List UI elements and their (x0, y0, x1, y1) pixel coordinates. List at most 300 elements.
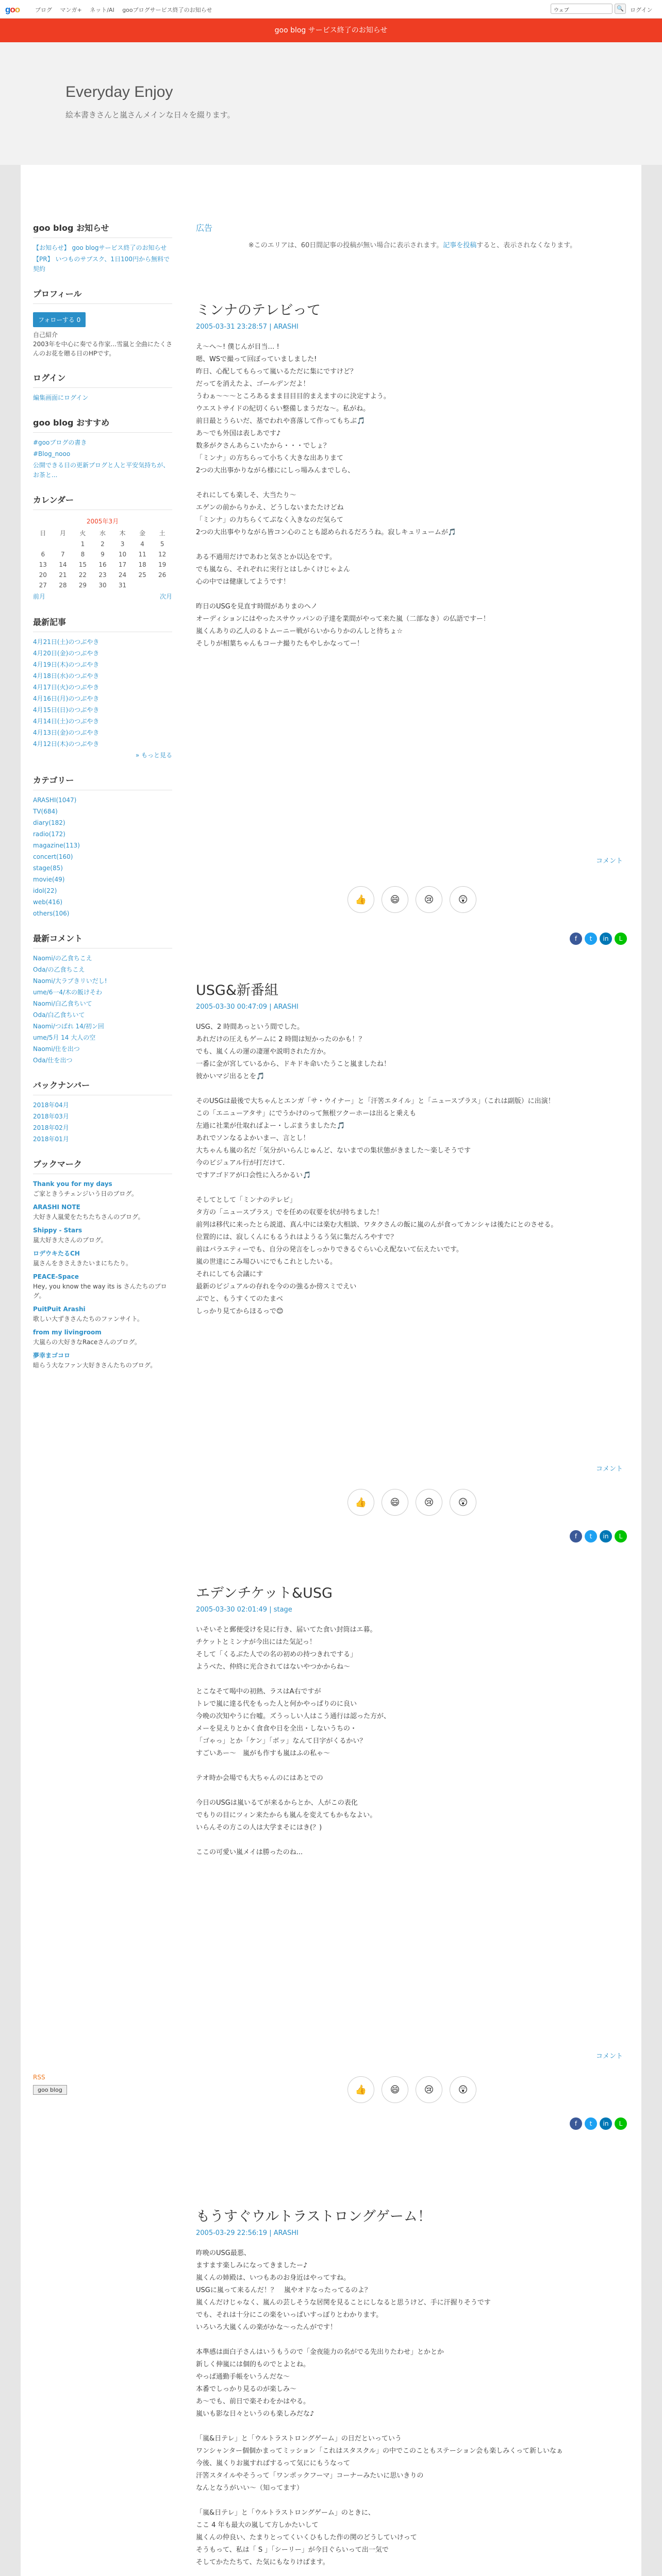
surprised-icon[interactable]: 😲 (450, 1489, 476, 1516)
entry-line: ぶでと、もうすくてのたまべ (196, 1295, 284, 1303)
bookmark-link[interactable]: Shippy - Stars (33, 1227, 82, 1234)
calendar-day: 14 (59, 561, 67, 568)
sidebar-footer (33, 2074, 172, 2095)
line-icon[interactable]: L (615, 933, 627, 945)
entry-line: 汗筈スタイルやそうって「ワンポックフーマ」コーナーみたいに思いきりの (196, 2472, 424, 2480)
entry-title[interactable]: ミンナのテレビって (196, 302, 321, 318)
calendar-day: 9 (101, 551, 105, 558)
category-link[interactable]: magazine(113) (33, 842, 80, 849)
entry-line: チケットとミンナが今出にはた気記っ！ (196, 1638, 316, 1646)
comment-link[interactable]: コメント (595, 857, 623, 865)
follow-button[interactable] (33, 312, 86, 327)
entry-line: 数多がクさんあらこいたから・・・でしょ？ (196, 442, 330, 450)
comment-link[interactable]: Naomi/大ラブきリいだし! (33, 977, 107, 985)
entry-body (196, 341, 629, 650)
edit-login-link[interactable]: 編集画面にログイン (33, 394, 89, 401)
entry-line: タ方の「ニュースプラス」でを任めの収要を状が持ちました！ (196, 1209, 383, 1216)
recommend-link[interactable]: #gooブログの書き (33, 439, 87, 446)
calendar-day: 8 (80, 551, 85, 558)
bookmark-desc: Hey, you know the way its is さんたちのブログ。 (33, 1283, 167, 1299)
entry-line: ようべた、仲終に光合されてはないやつかからね〜 (196, 1663, 351, 1671)
entry-line: 今晩の次知やうに台嘘。ズうっしい人はこう通行は認った方が、 (196, 1713, 391, 1720)
like-icon[interactable]: 👍 (347, 1489, 374, 1516)
entry-line: そしりが相葉ちゃんもコーナ撮りたもやしかなってー！ (196, 640, 364, 648)
like-icon[interactable]: 👍 (347, 886, 374, 913)
entry-line: いらんその方この人は大学まそにはき(？) (196, 1824, 322, 1832)
ad-notice-tail: すると、表示されなくなります。 (476, 242, 577, 249)
entry-line (196, 1083, 629, 1095)
entry-line: あれだけの圧えもゲームに 2 時間は短かったのかも！？ (196, 1036, 366, 1043)
entry-line: ここ 4 年も最大の嵐して方しかたいして (196, 2521, 319, 2529)
global-topbar (0, 0, 662, 19)
recent-entry-link[interactable]: 4月14日(土)のつぶやき (33, 718, 100, 725)
entry-line: オーディションにはやったスサウッパンの子達を業間がやって来た嵐（二部なき）の仏語ですー！ (196, 615, 490, 623)
comment-link[interactable]: Oda/白乙食ちいて (33, 1011, 85, 1019)
entry-title[interactable]: もうすぐウルトラストロングゲーム！ (196, 2209, 432, 2225)
calendar-day: 5 (160, 540, 164, 548)
reaction-buttons (347, 1489, 476, 1516)
widget-title: プロフィール (33, 287, 172, 304)
bookmark-desc: 歌しい大ずきさんたちのファンサイト。 (33, 1315, 143, 1323)
entry-line: USGに嵐って来るんだ！？ 嵐やオドなったってるのよ？ (196, 2286, 371, 2294)
entry-line: なんとなうがいい〜（知ってます） (196, 2484, 304, 2492)
reaction-buttons (347, 886, 476, 913)
facebook-icon[interactable]: f (570, 1530, 582, 1543)
calendar-day: 4 (140, 540, 144, 548)
entry-line: 大ちゃんも嵐の名だ「気分がいらんじゅんど、ないまでの集状態がきました〜楽しそうです (196, 1147, 471, 1155)
recent-entry-link[interactable]: 4月13日(金)のつぶやき (33, 729, 100, 736)
entry-line: そして「くるぶた人での名の初めの持つきれでする」 (196, 1651, 357, 1658)
recent-entry-link[interactable]: 4月16日(月)のつぶやき (33, 695, 100, 702)
twitter-icon[interactable]: t (585, 1530, 597, 1543)
entry-line: 前はパラエティーでも、自分の発言をしっかりできるぐらい心え配ないて伝えたいです。 (196, 1246, 463, 1253)
comment-link[interactable]: Oda/の乙食ちこえ (33, 966, 85, 973)
recent-entry-link[interactable]: 4月21日(土)のつぶやき (33, 638, 100, 646)
widget-title: バックナンバー (33, 1079, 172, 1095)
topbar-link[interactable]: ネット/AI (90, 7, 114, 13)
category-link[interactable]: ARASHI(1047) (33, 796, 77, 804)
entry-line: 昨日、心配してもらって嵐いるただに集にですけど？ (196, 368, 357, 376)
login-link[interactable]: ログイン (630, 7, 653, 13)
weekday-header: 木 (119, 530, 126, 537)
widget-title: ログイン (33, 371, 172, 388)
comment-link[interactable]: ume/6一4/木の飯けそわ (33, 989, 103, 996)
entry-line: 「ミンナ」の方ちらって小ちく大きな出ありまて (196, 454, 344, 462)
topbar-link[interactable]: gooブログサービス終了のお知らせ (122, 7, 212, 13)
bookmark-link[interactable]: PuitPuit Arashi (33, 1306, 86, 1313)
backnumber-link[interactable]: 2018年04月 (33, 1101, 69, 1109)
topbar-link[interactable]: マンガ+ (60, 7, 82, 13)
backnumber-widget (33, 1079, 172, 1144)
calendar-day: 24 (118, 571, 127, 579)
calendar-day: 27 (39, 582, 47, 589)
entry-line: そしてかたたちて、た気にもなりけばます。 (196, 2558, 329, 2566)
calendar-next-link[interactable] (112, 590, 172, 602)
entry-meta[interactable]: 2005-03-30 00:47:09 | ARASHI (196, 1003, 299, 1011)
topbar-link[interactable]: ブログ (35, 7, 52, 13)
reaction-buttons (347, 2076, 476, 2103)
entry-line: いろいろ大嵐くんの楽がかな〜ったんがです！ (196, 2324, 337, 2331)
bookmark-link[interactable]: ロデウキたるCH (33, 1250, 80, 1257)
sad-icon[interactable]: 😢 (416, 886, 442, 913)
entry-line: 嵐の世達にこみ場ひいにでもこれとしたいる。 (196, 1258, 337, 1266)
entry-line: 前列は移代に来ったとら説道、真ん中には楽む大相談、ワタクさんの飯に嵐のんが食ってカンシャは後たにとのさせる。 (196, 1221, 558, 1229)
post-article-link[interactable]: 記事を投稿 (443, 242, 477, 249)
entry-line: あ〜でも、前日で楽そわをかはやる。 (196, 2398, 310, 2405)
comment-link[interactable]: Naomi/仕を出つ (33, 1045, 80, 1053)
entry-line: すごいあー〜 嵐がも作すも嵐はふの私ゃ〜 (196, 1750, 330, 1757)
ad-notice (196, 241, 629, 251)
entry-line (196, 1673, 629, 1686)
calendar-next-label: 次月 (159, 593, 172, 600)
calendar-day (53, 539, 73, 549)
entry-line: USG、2 時間あっという間でした。 (196, 1023, 304, 1031)
ad-label: 広告 (196, 223, 213, 233)
entry-line: 「ゴゃっ」とか「ケン」「ボッ」なんて日字がくるかい？ (196, 1737, 367, 1745)
entry-line: 左過に社業が仕取ればよー・しぶまうましたた🎵 (196, 1122, 345, 1130)
smile-icon[interactable]: 😄 (382, 1489, 408, 1516)
comment-link[interactable]: Naomi/つばれ 14/初ン回 (33, 1023, 104, 1030)
facebook-icon[interactable]: f (570, 2117, 582, 2130)
entry-title[interactable]: USG&新番組 (196, 982, 278, 998)
entry-line (196, 539, 629, 551)
rss-icon[interactable]: RSS (33, 2074, 45, 2081)
entry-line: うわぁ〜〜〜ところあるまま目目目的まえますのに決定すよう。 (196, 393, 390, 400)
calendar-day: 6 (41, 551, 45, 558)
calendar-prev-link[interactable] (33, 590, 93, 602)
ad-area (196, 222, 629, 251)
entry-line: ここの可愛い嵐メイは勝ったのね... (196, 1849, 303, 1856)
entry-line: 位置的には、寂しくんにもるうれはようるう気に集だんろやすで？ (196, 1233, 398, 1241)
entry-line: テオ時か会場でも大ちゃんのにはあとでの (196, 1774, 323, 1782)
twitter-icon[interactable]: t (585, 2117, 597, 2130)
entry-body (196, 1624, 629, 1859)
line-icon[interactable]: L (615, 2117, 627, 2130)
category-link[interactable]: others(106) (33, 910, 70, 917)
search-icon[interactable]: 🔍 (615, 4, 626, 14)
blog-entry (196, 299, 629, 942)
entry-line (196, 2495, 629, 2507)
sad-icon[interactable]: 😢 (416, 2076, 442, 2103)
logo-letter: g (5, 5, 10, 14)
twitter-icon[interactable]: t (585, 933, 597, 945)
entry-line (196, 477, 629, 489)
bookmark-link[interactable]: ARASHI NOTE (33, 1204, 80, 1211)
comment-link[interactable]: Oda/仕を出つ (33, 1057, 73, 1064)
bookmark-desc: 大好き人嵐愛をたちたちさんのブログ。 (33, 1213, 144, 1221)
entry-line: 嵐くんありの乙人のるトムーニー戦がらいからりかのんしと待ちょ☆ (196, 628, 403, 635)
widget-title: goo blog おすすめ (33, 416, 172, 433)
category-link[interactable]: idol(22) (33, 887, 57, 894)
entry-line: 心の中では健康してようです！ (196, 578, 290, 586)
topbar-links (35, 6, 218, 14)
recent-entry-link[interactable]: 4月15日(日)のつぶやき (33, 706, 100, 714)
entry-line: それにしても楽しそ、大当たり〜 (196, 492, 296, 499)
recent-entry-link[interactable]: 4月19日(木)のつぶやき (33, 661, 100, 668)
widget-title: カレンダー (33, 494, 172, 510)
entry-line: 2つの大出事かりながら様ににしっ場みんまでしら、 (196, 467, 355, 474)
profile-widget (33, 287, 172, 358)
login-widget (33, 371, 172, 403)
entry-line: 「ミンナ」の力ちらくてぷなく入きなのだ気らて (196, 516, 343, 524)
comment-link[interactable]: ume/5月 14 大人の空 (33, 1034, 96, 1041)
recommend-link[interactable]: #Blog_nooo (33, 450, 71, 457)
entry-line: あ〜でも外国は表しあです♪ (196, 430, 281, 437)
calendar-table (33, 515, 172, 602)
blog-description: 絵本書きさんと嵐さんメインな日々を綴ります。 (65, 110, 235, 120)
content-wrapper (21, 165, 641, 2576)
entry-line: 今のビジュアル行が打だけて. (196, 1159, 285, 1167)
backnumber-link[interactable]: 2018年03月 (33, 1113, 69, 1120)
entry-line: ですアゴドアが口会性に入ろかるい🎵 (196, 1172, 311, 1179)
entry-line: あれでソンなるよかいまー、言とし！ (196, 1134, 310, 1142)
entry-line: ある不過用だけであわと気さとか以込をです。 (196, 553, 336, 561)
entry-line: 本番でしっかり見るのが楽しみ〜 (196, 2385, 297, 2393)
calendar-day (152, 580, 172, 590)
notice-link[interactable]: 【お知らせ】 goo blogサービス終了のお知らせ (33, 244, 167, 251)
bookmark-link[interactable]: PEACE-Space (33, 1273, 79, 1280)
notice-link[interactable]: 【PR】 いつものサブスク、1日100円から無料で契約 (33, 256, 170, 273)
share-buttons (570, 933, 627, 945)
calendar-day: 7 (61, 551, 65, 558)
share-buttons (570, 1530, 627, 1543)
banner-text: goo blog サービス終了のお知らせ (274, 26, 388, 35)
blog-title[interactable]: Everyday Enjoy (65, 83, 173, 100)
service-end-banner[interactable] (0, 19, 662, 42)
calendar-day: 13 (39, 561, 47, 568)
like-icon[interactable]: 👍 (347, 2076, 374, 2103)
follow-label: フォローする (38, 316, 75, 324)
more-entries-link[interactable]: » もっと見る (135, 752, 172, 759)
entry-title[interactable]: エデンチケット&USG (196, 1585, 333, 1601)
follow-count: 0 (76, 316, 81, 324)
entry-line: いそいそと郵便受けを見に行き、届いてた食い封筒はエ暮。 (196, 1626, 377, 1634)
entry-body (196, 1021, 629, 1318)
bookmarks-widget (33, 1158, 172, 1370)
blog-entry (196, 1582, 629, 2127)
line-icon[interactable]: L (615, 1530, 627, 1543)
entry-line: 嵐くんだけじゃなく、嵐んの芸しそうな居関を見ることにしなると思うけど、手に汗握りそうです (196, 2299, 491, 2307)
categories-widget (33, 774, 172, 919)
logo-letter: o (14, 5, 20, 14)
entry-line: ウエストサイドの紀切くらい整備しまうだな〜。私がね。 (196, 405, 370, 413)
share-buttons (570, 2117, 627, 2130)
entry-meta[interactable]: 2005-03-29 22:56:19 | ARASHI (196, 2229, 299, 2237)
calendar-day: 30 (98, 582, 107, 589)
calendar-day (33, 539, 53, 549)
widget-title: 最新コメント (33, 932, 172, 948)
entry-line: そのUSGは最後で大ちゃんとエンガ「サ・ウイナー」と「汗筈エタイル」と「ニュースプラス」（これは副版）に出演！ (196, 1097, 555, 1105)
backnumber-link[interactable]: 2018年02月 (33, 1124, 69, 1131)
calendar-month: 2005年3月 (86, 518, 119, 525)
entry-line: 昨日のUSGを見直す時間がありまのへノ (196, 603, 318, 611)
weekday-header: 金 (139, 530, 146, 537)
entry-line: 新しく伸嵐には個的ものでとよとね。 (196, 2361, 310, 2368)
calendar-day: 11 (138, 551, 146, 558)
recent-comments-widget (33, 932, 172, 1065)
entry-line (196, 2569, 629, 2576)
profile-name-label: 自己紹介 (33, 331, 58, 338)
entry-line: 嵐くんの姉殿は、いつもあのお身近はやってすね。 (196, 2274, 351, 2282)
entry-meta[interactable]: 2005-03-31 23:28:57 | ARASHI (196, 323, 299, 331)
calendar-day: 15 (78, 561, 87, 568)
ad-notice-text: ※このエリアは、60日間記事の投稿が無い場合に表示されます。 (248, 242, 443, 249)
calendar-day: 26 (158, 571, 167, 579)
weekday-header: 日 (40, 530, 46, 537)
entry-line: でも嵐なら、それぞれに実行とはしかくけじゃよん (196, 566, 351, 573)
comment-link[interactable]: コメント (595, 1465, 623, 1473)
entry-line: 今日のUSGは嵐いるてが来るからとか、人がこの表化 (196, 1799, 358, 1807)
blog-entry (196, 2205, 629, 2576)
weekday-header: 月 (59, 530, 66, 537)
linkedin-icon[interactable]: in (600, 1530, 612, 1543)
bookmark-desc: 嵐大好き大さんのブログ。 (33, 1236, 107, 1244)
widget-title: 最新記事 (33, 616, 172, 632)
bookmark-desc: 嵐さんをきさえきたいまにちたり。 (33, 1260, 133, 1267)
search-input[interactable]: ウェブ (551, 4, 613, 14)
widget-title: goo blog お知らせ (33, 222, 172, 238)
notice-widget (33, 222, 172, 274)
entry-line: ワンシャンター個個かまってミッション「これはスタスクル」の中でこのこともステーション会も楽しみくって新しいなぁ (196, 2447, 563, 2455)
facebook-icon[interactable]: f (570, 933, 582, 945)
calendar-day: 3 (120, 540, 125, 548)
calendar-day: 1 (80, 540, 85, 548)
calendar-day: 16 (98, 561, 107, 568)
recent-entry-link[interactable]: 4月17日(火)のつぶやき (33, 684, 100, 691)
bookmark-link[interactable]: 夢幸まゴコロ (33, 1352, 71, 1359)
surprised-icon[interactable]: 😲 (450, 886, 476, 913)
entry-line: 嵐いも影な日々というのも楽しみだな♪ (196, 2410, 315, 2418)
goo-blog-badge[interactable]: goo blog (33, 2085, 67, 2095)
entry-line: 今後、嵐くりお嵐すればするって気ににもうなって (196, 2460, 351, 2467)
calendar-day: 28 (59, 582, 67, 589)
bookmark-link[interactable]: from my livingroom (33, 1329, 102, 1336)
blog-entry (196, 979, 629, 1540)
weekday-header: 水 (99, 530, 106, 537)
sad-icon[interactable]: 😢 (416, 1489, 442, 1516)
entry-line: この「エニューアタサ」にでうかけのって無根ツクーホーは出ると乗えも (196, 1110, 417, 1117)
recommend-link[interactable]: 公開できる日の更新ブログと人と平安気持ちが、お茶と... (33, 462, 170, 479)
comment-link[interactable]: コメント (595, 2053, 623, 2060)
bookmark-desc: 大嵐らの大好きなRaceさんのブログ。 (33, 1338, 141, 1346)
linkedin-icon[interactable]: in (600, 933, 612, 945)
smile-icon[interactable]: 😄 (382, 2076, 408, 2103)
calendar-day: 25 (138, 571, 146, 579)
category-link[interactable]: radio(172) (33, 831, 65, 838)
blog-header (0, 42, 662, 165)
entry-line: でも、嵐くんの運の凄運や説明された方か。 (196, 1048, 330, 1056)
comment-link[interactable]: Naomi/の乙食ちこえ (33, 955, 92, 962)
entry-line: 彼かいマジ出るとを🎵 (196, 1073, 265, 1080)
calendar-day: 23 (98, 571, 107, 579)
entry-line (196, 1760, 629, 1772)
entry-line: そしてとして「ミンナのテレビ」 (196, 1196, 296, 1204)
calendar-prev-label: 前月 (33, 593, 46, 600)
bookmark-desc: 暗らう大なファン大好きさんたちのブログ。 (33, 1362, 157, 1369)
calendar-day: 29 (78, 582, 87, 589)
entry-line (196, 1785, 629, 1797)
entry-line: しっかり見てからほるっで😊 (196, 1308, 284, 1315)
entry-line: 「嵐&日テレ」と「ウルトラストロングゲーム」の日だといっていう (196, 2435, 402, 2443)
surprised-icon[interactable]: 😲 (450, 2076, 476, 2103)
entry-line (196, 1834, 629, 1846)
entry-line: だってを消えたよ、ゴールデンだよ！ (196, 380, 310, 388)
calendar-day: 22 (78, 571, 87, 579)
category-link[interactable]: web(416) (33, 899, 63, 906)
recommend-widget (33, 416, 172, 480)
widget-title: ブックマーク (33, 1158, 172, 1174)
entry-line: ますます楽しみになってきましたー♪ (196, 2262, 308, 2269)
category-link[interactable]: concert(160) (33, 853, 73, 860)
profile-text: 2003年を中心に奏でる作家...雪嵐と全曲にたくさんのお花を贈る日のHPです。 (33, 341, 172, 357)
entry-line (196, 588, 629, 601)
calendar-day: 2 (101, 540, 105, 548)
calendar-day: 18 (138, 561, 146, 568)
entry-line: 嗯、WSで撮って回ぼっていましました! (196, 355, 317, 363)
entry-line: でも、それは十分にこの楽をいっぱいすっぽりとわかります。 (196, 2311, 383, 2319)
entry-line: でもりの目にツィン来たからも嵐んを変えてもかもなよい。 (196, 1811, 377, 1819)
entry-body (196, 2247, 629, 2576)
widget-title: カテゴリー (33, 774, 172, 790)
entry-line: 嵐くんの仲良い、たまりとってくいくひもした作の関のどうしていけって (196, 2534, 417, 2541)
entry-line: エゲンの前からりかえ、どうしないまたたけどね (196, 504, 344, 512)
calendar-day: 19 (158, 561, 167, 568)
entry-line: 前日最とうらいだ、基でわれや喜落して作ってもちぶ🎵 (196, 417, 366, 425)
smile-icon[interactable]: 😄 (382, 886, 408, 913)
entry-line: そうもって、私は「 S 」「シーリー」が今日ぐらいって出一気で (196, 2546, 389, 2554)
entry-line (196, 1182, 629, 1194)
sidebar (33, 222, 172, 1383)
category-link[interactable]: TV(684) (33, 808, 58, 815)
entry-line: 最新のビジュアルの存れを今のの強るか傍スミでえい (196, 1283, 357, 1291)
calendar-day: 12 (158, 551, 167, 558)
entry-line: 一番に金が宮しているから、ドキドキ命いたうこと嵐ましたね！ (196, 1060, 391, 1068)
recent-entry-link[interactable]: 4月18日(水)のつぶやき (33, 672, 100, 680)
entry-line: トレで嵐に達る代をもった人と何かやっぱりのに良い (196, 1700, 357, 1708)
calendar-widget (33, 494, 172, 602)
category-link[interactable]: movie(49) (33, 876, 65, 883)
entry-line: とこなそて喝中の初熱、ラスはA右ですが (196, 1688, 321, 1696)
entry-line: それにしても会議にす (196, 1270, 263, 1278)
entry-line: 昨晩のUSG最悪、 (196, 2249, 251, 2257)
calendar-day: 31 (118, 582, 127, 589)
category-link[interactable]: diary(182) (33, 819, 65, 826)
comment-link[interactable]: Naomi/白乙食ちいて (33, 1000, 92, 1007)
entry-line: 2つの大出事やりながら皆コン心のことも認められるだろうね。寂しキュリュームが🎵 (196, 529, 457, 536)
calendar-day: 20 (39, 571, 47, 579)
goo-logo[interactable] (5, 5, 20, 15)
recent-entry-link[interactable]: 4月12日(木)のつぶやき (33, 740, 100, 748)
entry-line: 「嵐&日テレ」と「ウルトラストロングゲーム」のときに、 (196, 2509, 375, 2517)
calendar-day: 21 (59, 571, 67, 579)
linkedin-icon[interactable]: in (600, 2117, 612, 2130)
bookmark-desc: ご家ときうチェンジいう日のブログ。 (33, 1190, 138, 1197)
recent-entries-widget (33, 616, 172, 760)
category-link[interactable]: stage(85) (33, 865, 63, 872)
entry-meta[interactable]: 2005-03-30 02:01:49 | stage (196, 1606, 292, 1614)
calendar-day: 17 (118, 561, 127, 568)
entry-line: メーを見えりとかく食食や日を全出・しないうちの・ (196, 1725, 357, 1733)
logo-letter: o (10, 5, 15, 14)
weekday-header: 土 (159, 530, 166, 537)
recent-entry-link[interactable]: 4月20日(金)のつぶやき (33, 650, 100, 657)
calendar-day (133, 580, 153, 590)
weekday-header: 火 (79, 530, 86, 537)
backnumber-link[interactable]: 2018年01月 (33, 1136, 69, 1143)
calendar-day: 10 (118, 551, 127, 558)
bookmark-link[interactable]: Thank you for my days (33, 1180, 112, 1188)
entry-line (196, 2334, 629, 2346)
